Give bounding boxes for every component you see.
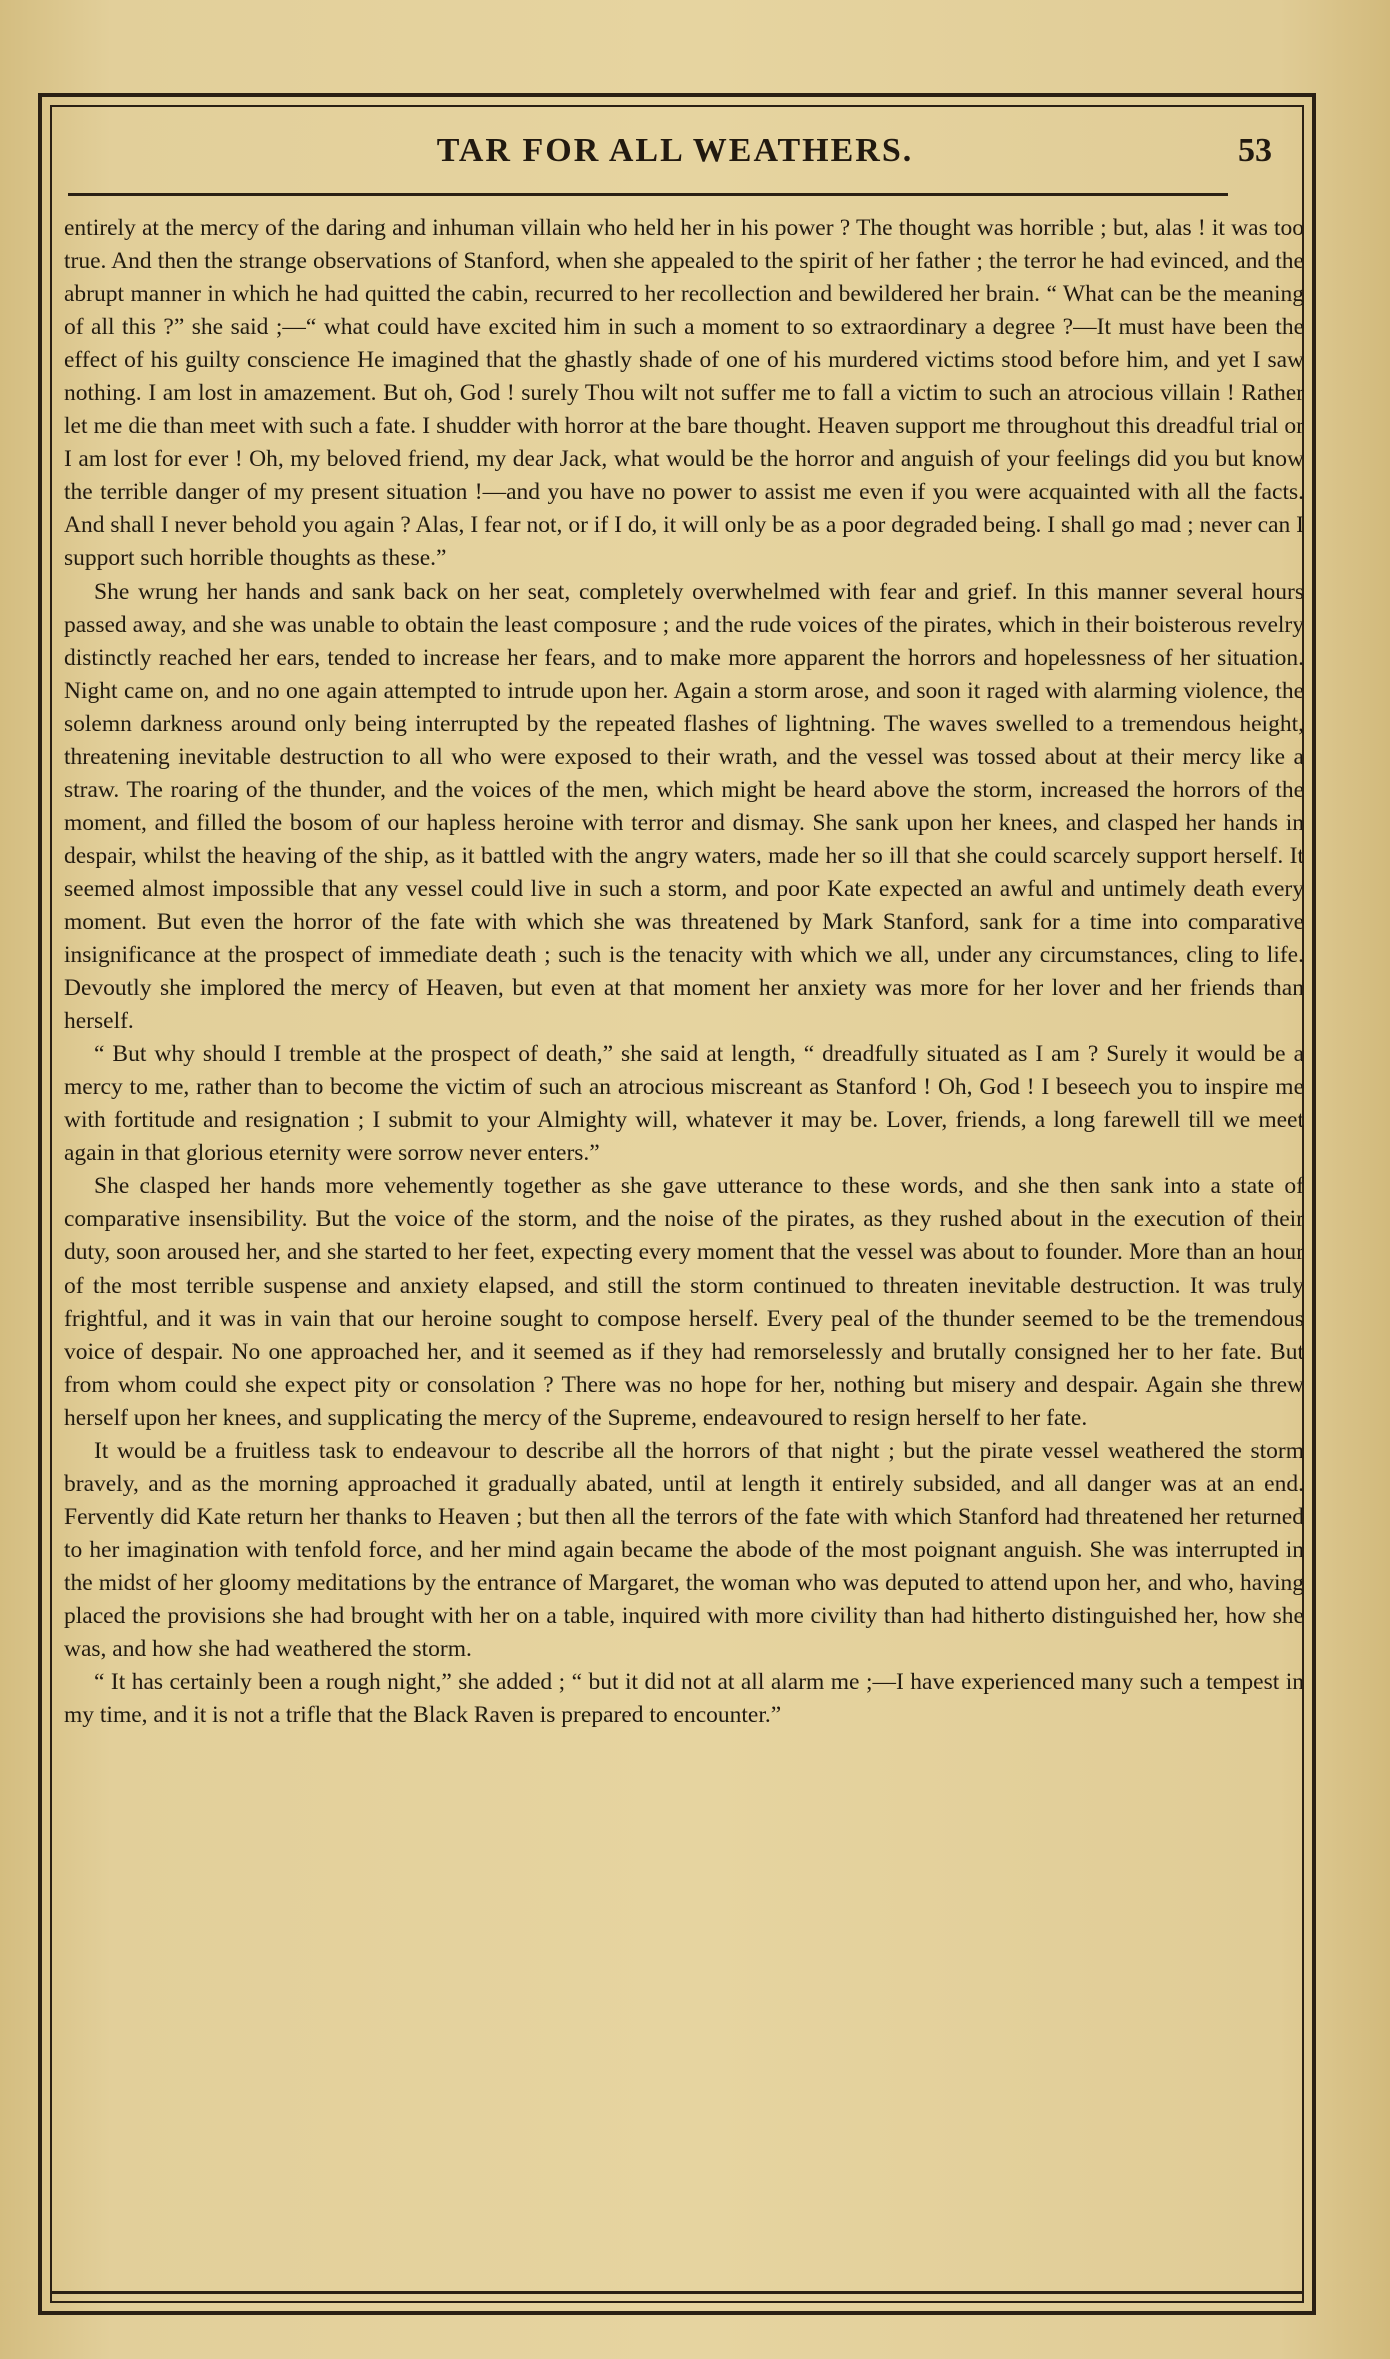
paragraph: “ It has certainly been a rough night,” she added ; “ but it did not at all alarm me ;—I have experienced many such a tempest in my time, and it is not a trifle that the Black Raven is prepared to encounter.” [64, 1669, 1304, 1729]
paragraph: She clasped her hands more vehemently together as she gave utterance to these words, and she then sank into a state of comparative insensibility. But the voice of the storm, and the noise of the pirates, as they rushed about in the execution of their duty, soon aroused her, and she started to her feet, expecting every moment that the vessel was about to founder. More than an hour of the most terrible suspense and anxiety elapsed, and still the storm continued to threaten inevitable destruction. It was truly frightful, and it was in vain that our heroine sought to compose herself. Every peal of the thunder seemed to be the tremendous voice of despair. No one approached her, and it seemed as if they had remorselessly and brutally consigned her to her fate. But from whom could she expect pity or consolation ? There was no hope for her, nothing but misery and despair. Again she threw herself upon her knees, and supplicating the mercy of the Supreme, endeavoured to resign herself to her fate. [64, 1173, 1304, 1431]
paragraph: entirely at the mercy of the daring and inhuman villain who held her in his power ? The thought was horrible ; but, alas ! it was too true. And then the strange observations of Stanford, when she appealed to the spirit of her father ; the terror he had evinced, and the abrupt manner in which he had quitted the cabin, recurred to her recollection and bewildered her brain. “ What can be the meaning of all this ?” she said ;—“ what could have excited him in such a moment to so extraordinary a degree ?—It must have been the effect of his guilty conscience He imagined that the ghastly shade of one of his murdered victims stood before him, and yet I saw nothing. I am lost in amazement. But oh, God ! surely Thou wilt not suffer me to fall a victim to such an atrocious villain ! Rather let me die than meet with such a fate. I shudder with horror at the bare thought. Heaven support me throughout this dreadful trial or I am lost for ever ! Oh, my beloved friend, my dear Jack, what would be the horror and anguish of your feelings did you but know the terrible danger of my present situation !—and you have no power to assist me even if you were acquainted with all the facts. And shall I never behold you again ? Alas, I fear not, or if I do, it will only be as a poor degraded being. I shall go mad ; never can I support such horrible thoughts as these.” [64, 215, 1304, 572]
paragraph: It would be a fruitless task to endeavour to describe all the horrors of that night ; but the pirate vessel weathered the storm bravely, and as the morning approached it gradually abated, until at length it entirely subsided, and all danger was at an end. Fervently did Kate return her thanks to Heaven ; but then all the terrors of the fate with which Stanford had threatened her returned to her imagination with tenfold force, and her mind again became the abode of the most poignant anguish. She was interrupted in the midst of her gloomy meditations by the entrance of Margaret, the woman who was deputed to attend upon her, and who, having placed the provisions she had brought with her on a table, inquired with more civility than had hitherto distinguished her, how she was, and how she had weathered the storm. [64, 1437, 1304, 1663]
body-text [64, 212, 1304, 1732]
running-title: TAR FOR ALL WEATHERS. [436, 132, 914, 169]
paragraph: She wrung her hands and sank back on her seat, completely overwhelmed with fear and grief. In this manner several hours passed away, and she was unable to obtain the least composure ; and the rude voices of the pirates, which in their boisterous revelry distinctly reached her ears, tended to increase her fears, and to make more apparent the horrors and hopelessness of her situation. Night came on, and no one again attempted to intrude upon her. Again a storm arose, and soon it raged with alarming violence, the solemn darkness around only being interrupted by the repeated flashes of lightning. The waves swelled to a tremendous height, threatening inevitable destruction to all who were exposed to their wrath, and the vessel was tossed about at their mercy like a straw. The roaring of the thunder, and the voices of the men, which might be heard above the storm, increased the horrors of the moment, and filled the bosom of our hapless heroine with terror and dismay. She sank upon her knees, and clasped her hands in despair, whilst the heaving of the ship, as it battled with the angry waters, made her so ill that she could scarcely support herself. It seemed almost impossible that any vessel could live in such a storm, and poor Kate expected an awful and untimely death every moment. But even the horror of the fate with which she was threatened by Mark Stanford, sank for a time into comparative insignificance at the prospect of immediate death ; such is the tenacity with which we all, under any circumstances, cling to life. Devoutly she implored the mercy of Heaven, but even at that moment her anxiety was more for her lover and her friends than herself. [64, 578, 1304, 1035]
page-header [60, 128, 1290, 188]
paragraph: “ But why should I tremble at the prospect of death,” she said at length, “ dreadfully situated as I am ? Surely it would be a mercy to me, rather than to become the victim of such an atrocious miscreant as Stanford ! Oh, God ! I beseech you to inspire me with fortitude and resignation ; I submit to your Almighty will, whatever it may be. Lover, friends, a long farewell till we meet again in that glorious eternity were sorrow never enters.” [64, 1041, 1304, 1167]
header-rule [68, 193, 1228, 196]
page-number: 53 [1238, 132, 1272, 169]
footer-rule [50, 2291, 1304, 2294]
